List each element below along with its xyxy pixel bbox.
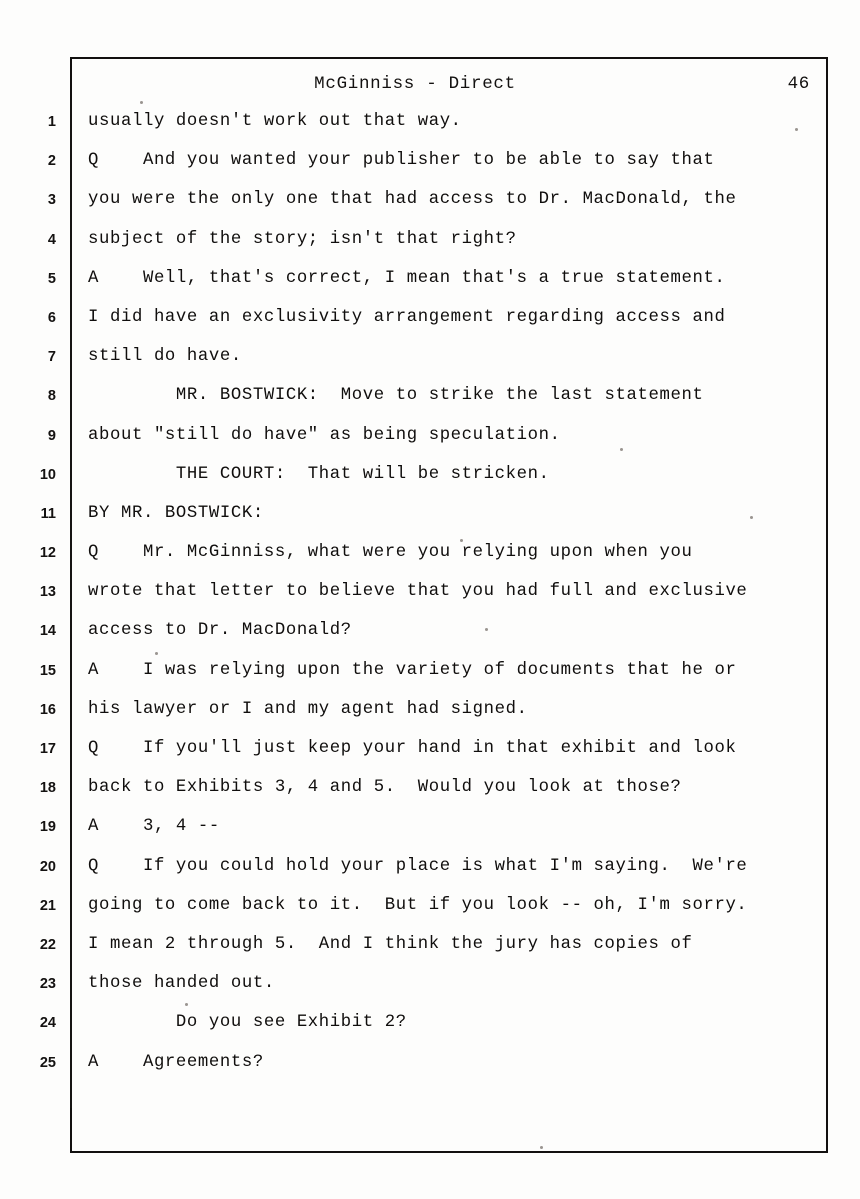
line-number: 10 bbox=[39, 466, 56, 483]
transcript-line bbox=[0, 190, 860, 229]
transcript-line bbox=[0, 112, 860, 151]
line-number: 15 bbox=[39, 662, 56, 679]
transcript-line bbox=[0, 504, 860, 543]
transcript-caption: McGinniss - Direct bbox=[314, 74, 516, 94]
transcript-line bbox=[0, 347, 860, 386]
line-number: 20 bbox=[39, 858, 56, 875]
transcript-lines bbox=[0, 112, 860, 1092]
scan-speck bbox=[795, 128, 798, 131]
transcript-line bbox=[0, 151, 860, 190]
line-text: A 3, 4 -- bbox=[88, 817, 220, 837]
line-number: 16 bbox=[39, 701, 56, 718]
line-text: about "still do have" as being speculation. bbox=[88, 425, 561, 445]
line-text: wrote that letter to believe that you had full and exclusive bbox=[88, 582, 748, 602]
line-text: going to come back to it. But if you look -- oh, I'm sorry. bbox=[88, 895, 748, 915]
line-number: 2 bbox=[47, 153, 56, 170]
line-number: 18 bbox=[39, 780, 56, 797]
line-text: those handed out. bbox=[88, 974, 275, 994]
line-text: Q If you could hold your place is what I'm saying. We're bbox=[88, 856, 748, 876]
line-number: 1 bbox=[47, 114, 56, 130]
line-text: I did have an exclusivity arrangement regarding access and bbox=[88, 307, 726, 327]
line-text: back to Exhibits 3, 4 and 5. Would you look at those? bbox=[88, 778, 682, 798]
line-number: 13 bbox=[39, 584, 56, 601]
scan-speck bbox=[750, 516, 753, 519]
transcript-line bbox=[0, 661, 860, 700]
line-text: A Agreements? bbox=[88, 1052, 264, 1072]
line-number: 24 bbox=[39, 1015, 56, 1032]
line-text: I mean 2 through 5. And I think the jury has copies of bbox=[88, 934, 693, 954]
line-number: 17 bbox=[39, 741, 56, 757]
line-text: you were the only one that had access to Dr. MacDonald, the bbox=[88, 190, 737, 210]
line-text: Q If you'll just keep your hand in that exhibit and look bbox=[88, 739, 737, 758]
transcript-line bbox=[0, 269, 860, 308]
line-number: 8 bbox=[47, 388, 56, 405]
line-text: BY MR. BOSTWICK: bbox=[88, 503, 264, 523]
line-number: 5 bbox=[47, 270, 56, 287]
line-number: 6 bbox=[47, 309, 56, 326]
line-text: subject of the story; isn't that right? bbox=[88, 229, 517, 249]
line-number: 23 bbox=[39, 976, 56, 993]
line-number: 21 bbox=[39, 897, 56, 914]
line-text: THE COURT: That will be stricken. bbox=[88, 464, 550, 484]
line-number: 25 bbox=[39, 1054, 56, 1071]
transcript-line bbox=[0, 621, 860, 660]
scan-speck bbox=[460, 539, 463, 542]
scan-speck bbox=[620, 448, 623, 451]
transcript-line bbox=[0, 1053, 860, 1092]
line-text: MR. BOSTWICK: Move to strike the last statement bbox=[88, 386, 704, 406]
transcript-line bbox=[0, 739, 860, 778]
line-number: 12 bbox=[39, 545, 56, 562]
line-number: 3 bbox=[47, 192, 56, 209]
line-number: 11 bbox=[40, 505, 56, 522]
transcript-line bbox=[0, 935, 860, 974]
line-text: Q And you wanted your publisher to be able to say that bbox=[88, 151, 715, 171]
page-number: 46 bbox=[787, 74, 810, 94]
transcript-line bbox=[0, 1013, 860, 1052]
line-number: 22 bbox=[39, 936, 56, 953]
line-text: his lawyer or I and my agent had signed. bbox=[88, 699, 528, 719]
scan-speck bbox=[155, 652, 158, 655]
transcript-line bbox=[0, 426, 860, 465]
transcript-line bbox=[0, 896, 860, 935]
page-header bbox=[70, 74, 828, 104]
line-number: 7 bbox=[47, 349, 56, 366]
transcript-line bbox=[0, 778, 860, 817]
transcript-line bbox=[0, 465, 860, 504]
line-text: usually doesn't work out that way. bbox=[88, 112, 462, 131]
line-text: A Well, that's correct, I mean that's a true statement. bbox=[88, 268, 726, 288]
scan-speck bbox=[185, 1003, 188, 1006]
transcript-line bbox=[0, 230, 860, 269]
line-number: 19 bbox=[39, 819, 56, 836]
scan-speck bbox=[540, 1146, 543, 1149]
line-number: 14 bbox=[39, 623, 56, 640]
line-number: 4 bbox=[47, 231, 56, 248]
transcript-line bbox=[0, 817, 860, 856]
line-text: Do you see Exhibit 2? bbox=[88, 1013, 407, 1033]
transcript-line bbox=[0, 582, 860, 621]
transcript-line bbox=[0, 308, 860, 347]
line-text: still do have. bbox=[88, 347, 242, 367]
line-text: Q Mr. McGinniss, what were you relying upon when you bbox=[88, 543, 693, 563]
line-text: A I was relying upon the variety of documents that he or bbox=[88, 660, 737, 680]
transcript-line bbox=[0, 974, 860, 1013]
scan-speck bbox=[140, 101, 143, 104]
line-text: access to Dr. MacDonald? bbox=[88, 621, 352, 641]
line-number: 9 bbox=[47, 427, 56, 444]
transcript-line bbox=[0, 543, 860, 582]
transcript-line bbox=[0, 857, 860, 896]
transcript-line bbox=[0, 700, 860, 739]
transcript-line bbox=[0, 386, 860, 425]
scan-speck bbox=[485, 628, 488, 631]
